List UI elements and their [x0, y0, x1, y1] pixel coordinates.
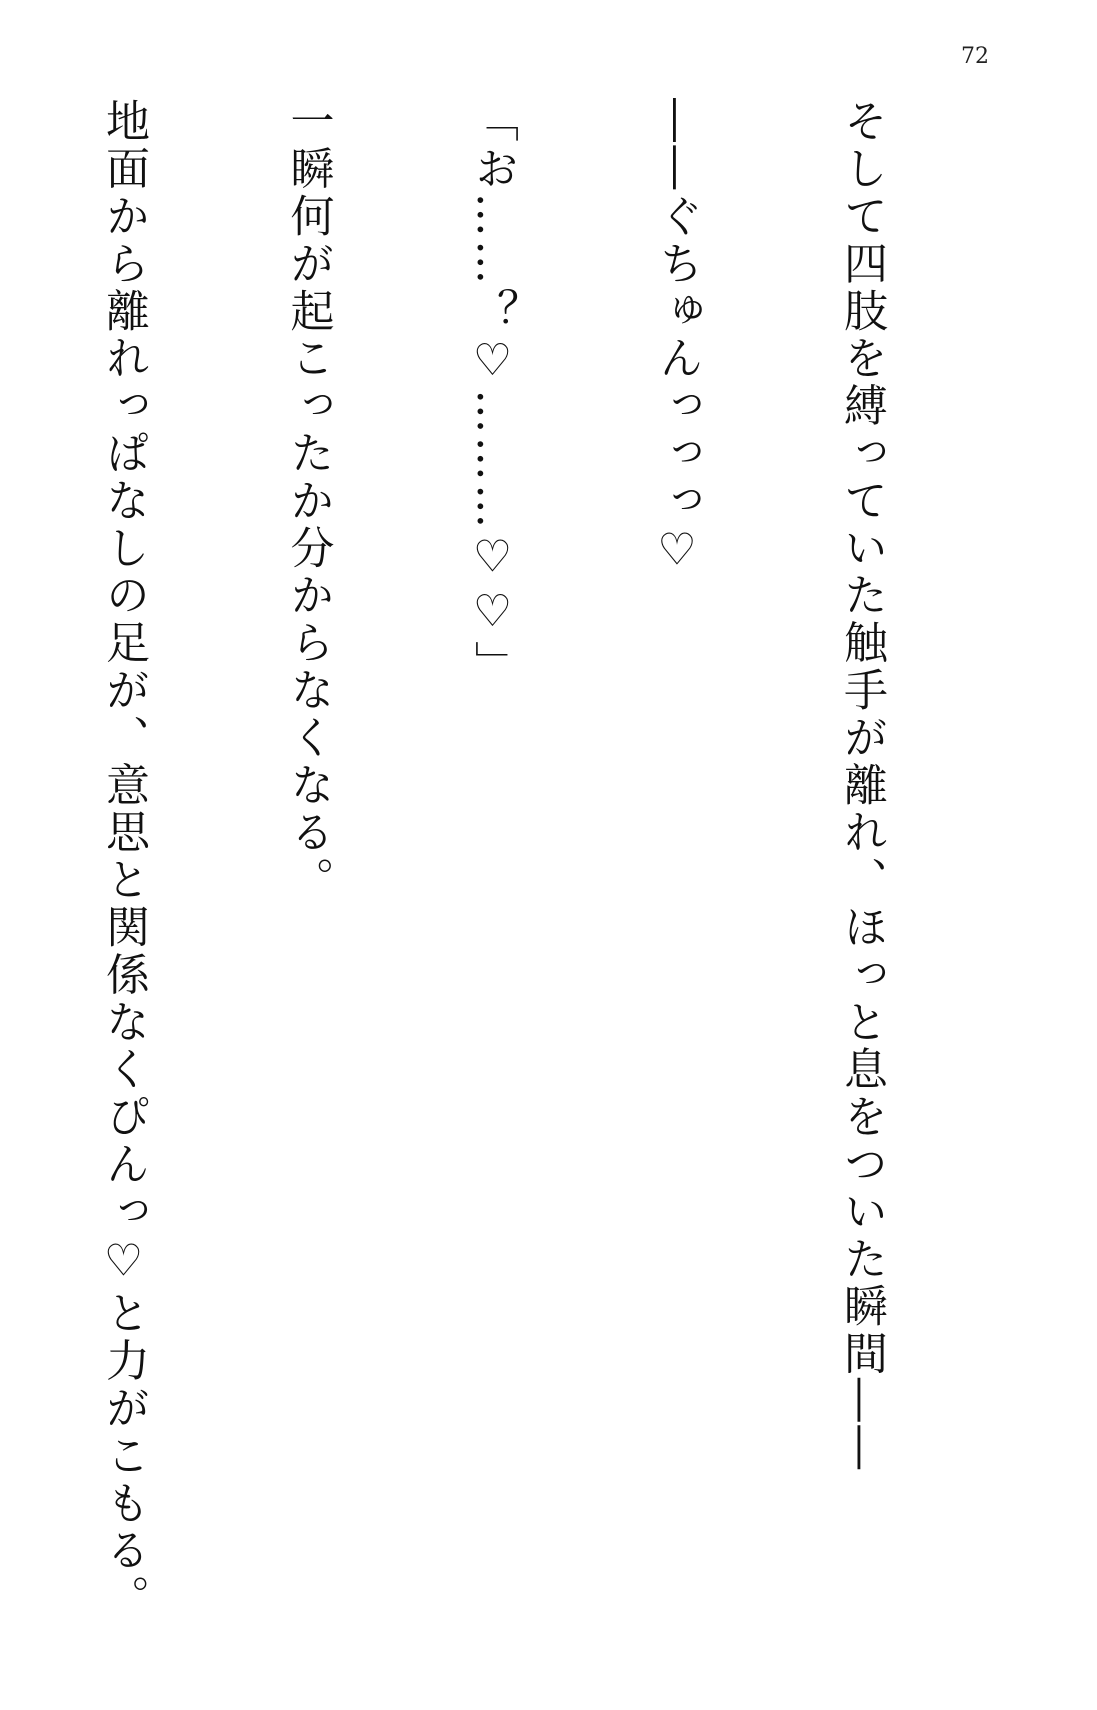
text-line: そして四肢を縛っていた触手が離れ、ほっと息をついた瞬間―― [836, 98, 887, 1473]
text-line: 地面から離れっぱなしの足が、意思と関係なくぴんっ♡と力がこもる。 [98, 98, 149, 1622]
vertical-text-body [0, 98, 1015, 1622]
text-line: ――ぐちゅんっっっ♡ [651, 98, 703, 579]
page-number: 72 [961, 44, 989, 69]
text-line: 「お……？♡………♡♡」 [467, 98, 518, 688]
text-line: 一瞬何が起こったか分からなくなる。 [282, 98, 334, 904]
